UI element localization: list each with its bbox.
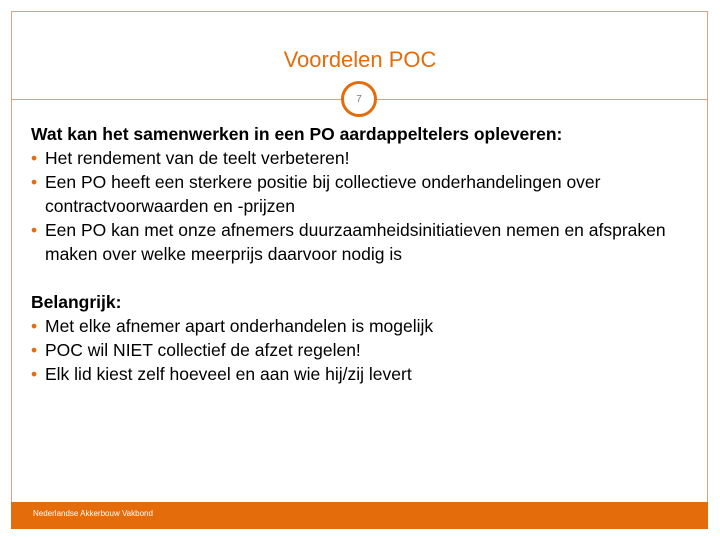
slide-content bbox=[31, 122, 691, 386]
slide-title: Voordelen POC bbox=[283, 47, 437, 72]
bullet-icon: • bbox=[31, 148, 38, 168]
bullet-item bbox=[31, 218, 691, 266]
bullet-item bbox=[31, 362, 691, 386]
bullet-item bbox=[31, 170, 691, 218]
bullet-text: Een PO heeft een sterkere positie bij collectieve onderhandelingen over contractvoorwaarden en -prijzen bbox=[45, 172, 601, 216]
section-important bbox=[31, 290, 691, 386]
bullet-item bbox=[31, 314, 691, 338]
section-heading: Belangrijk: bbox=[31, 292, 122, 312]
bullet-item bbox=[31, 146, 691, 170]
bullet-text: Het rendement van de teelt verbeteren! bbox=[45, 148, 350, 168]
bullet-icon: • bbox=[31, 340, 38, 360]
page-number: 7 bbox=[356, 93, 362, 105]
bullet-item bbox=[31, 338, 691, 362]
bullet-text: POC wil NIET collectief de afzet regelen! bbox=[45, 340, 361, 360]
bullet-text: Met elke afnemer apart onderhandelen is mogelijk bbox=[45, 316, 434, 336]
section-heading: Wat kan het samenwerken in een PO aardappeltelers opleveren: bbox=[31, 124, 563, 144]
section-benefits bbox=[31, 122, 691, 266]
bullet-icon: • bbox=[31, 172, 38, 192]
page-number-badge bbox=[341, 81, 377, 117]
bullet-icon: • bbox=[31, 364, 38, 384]
bullet-text: Elk lid kiest zelf hoeveel en aan wie hij/zij levert bbox=[45, 364, 412, 384]
footer-text: Nederlandse Akkerbouw Vakbond bbox=[33, 509, 153, 518]
bullet-text: Een PO kan met onze afnemers duurzaamheidsinitiatieven nemen en afspraken maken over welke meerprijs daarvoor nodig is bbox=[45, 220, 666, 264]
bullet-icon: • bbox=[31, 220, 38, 240]
bullet-icon: • bbox=[31, 316, 38, 336]
